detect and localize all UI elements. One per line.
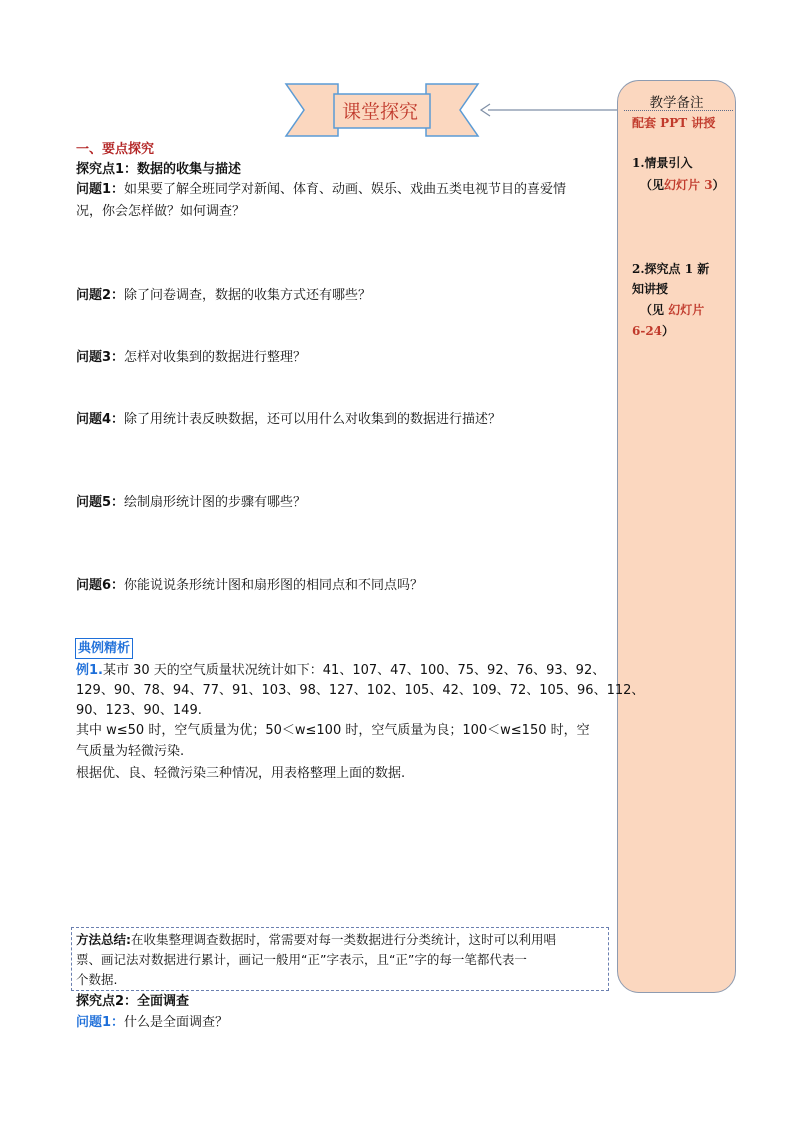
explore1-q4	[76, 410, 501, 429]
sidebar-item-2-line3	[640, 300, 704, 320]
method-label: 方法总结:	[76, 932, 131, 947]
example-label: 例1.	[76, 663, 103, 678]
section-heading: 一、要点探究	[76, 142, 155, 157]
explore1-title: 探究点1：数据的收集与描述	[76, 162, 242, 177]
sidebar-item-1-line2	[640, 175, 725, 195]
example-line-2: 129、90、78、94、77、91、103、98、127、102、105、42、109、72、105、96、112、	[76, 683, 645, 698]
q1-text-a: 如果要了解全班同学对新闻、体育、动画、娱乐、戏曲五类电视节目的喜爱情	[124, 182, 567, 197]
banner-title: 课堂探究	[341, 101, 418, 123]
sidebar-item-2-line1: 2.探究点 1 新	[632, 262, 710, 276]
sidebar-item-2-pre: （见	[640, 303, 665, 317]
sidebar-item-2-post: ）	[662, 324, 675, 338]
sidebar-item-1-slide: 幻灯片 3	[664, 178, 713, 192]
method-line-1	[76, 930, 556, 950]
explore1-q3	[76, 348, 306, 367]
sidebar-title: 教学备注	[649, 95, 704, 111]
example-line-6: 根据优、良、轻微污染三种情况，用表格整理上面的数据.	[76, 766, 406, 781]
explore1-q1-cont: 况，你会怎样做？如何调查？	[76, 204, 246, 219]
sidebar-ppt-label: 配套 PPT 讲授	[632, 116, 716, 130]
arrow-left-icon	[478, 102, 622, 118]
sidebar-item-1-pre: （见	[640, 178, 665, 192]
q2-text: 除了问卷调查，数据的收集方式还有哪些？	[124, 288, 372, 303]
q5-label: 问题5：	[76, 495, 125, 510]
method-text-1: 在收集整理调查数据时，常需要对每一类数据进行分类统计，这时可以利用唱	[131, 932, 557, 947]
example-box-label: 典例精析	[75, 638, 133, 659]
q1-label: 问题1：	[76, 182, 125, 197]
example-line-4: 其中 w≤50 时，空气质量为优；50＜w≤100 时，空气质量为良；100＜w≤150 时，空	[76, 723, 590, 738]
method-line-2: 票、画记法对数据进行累计，画记一般用“正”字表示，且“正”字的每一笔都代表一	[76, 952, 527, 967]
explore1-q6	[76, 576, 423, 595]
sidebar-item-2-slide: 幻灯片	[668, 303, 705, 317]
sidebar-item-2-line2: 知讲授	[632, 282, 669, 296]
explore1-q2	[76, 286, 371, 305]
example-line-5: 气质量为轻微污染.	[76, 744, 185, 759]
teaching-notes-sidebar	[617, 80, 736, 993]
method-line-3: 个数据.	[76, 972, 118, 987]
q3-label: 问题3：	[76, 350, 125, 365]
explore2-q1-label: 问题1：	[76, 1015, 125, 1030]
example-line-3: 90、123、90、149.	[76, 703, 202, 718]
q5-text: 绘制扇形统计图的步骤有哪些？	[124, 495, 307, 510]
q2-label: 问题2：	[76, 288, 125, 303]
q3-text: 怎样对收集到的数据进行整理？	[124, 350, 307, 365]
q4-text: 除了用统计表反映数据，还可以用什么对收集到的数据进行描述？	[124, 412, 502, 427]
explore1-q5	[76, 493, 306, 512]
sidebar-item-2-line4	[632, 321, 674, 341]
explore2-q1-text: 什么是全面调查？	[124, 1015, 229, 1030]
explore1-q1	[76, 180, 566, 199]
explore2-title: 探究点2：全面调查	[76, 994, 190, 1009]
sidebar-divider	[624, 110, 733, 111]
example-line-1	[76, 661, 605, 680]
q6-text: 你能说说条形统计图和扇形图的相同点和不同点吗？	[124, 578, 424, 593]
example-text-1: 某市 30 天的空气质量状况统计如下：41、107、47、100、75、92、76、93、92、	[102, 663, 606, 678]
q4-label: 问题4：	[76, 412, 125, 427]
q6-label: 问题6：	[76, 578, 125, 593]
explore2-q1	[76, 1013, 228, 1032]
sidebar-item-1-post: ）	[712, 178, 725, 192]
sidebar-item-1-line1: 1.情景引入	[632, 156, 693, 170]
sidebar-item-2-slide-range: 6-24	[632, 324, 663, 338]
